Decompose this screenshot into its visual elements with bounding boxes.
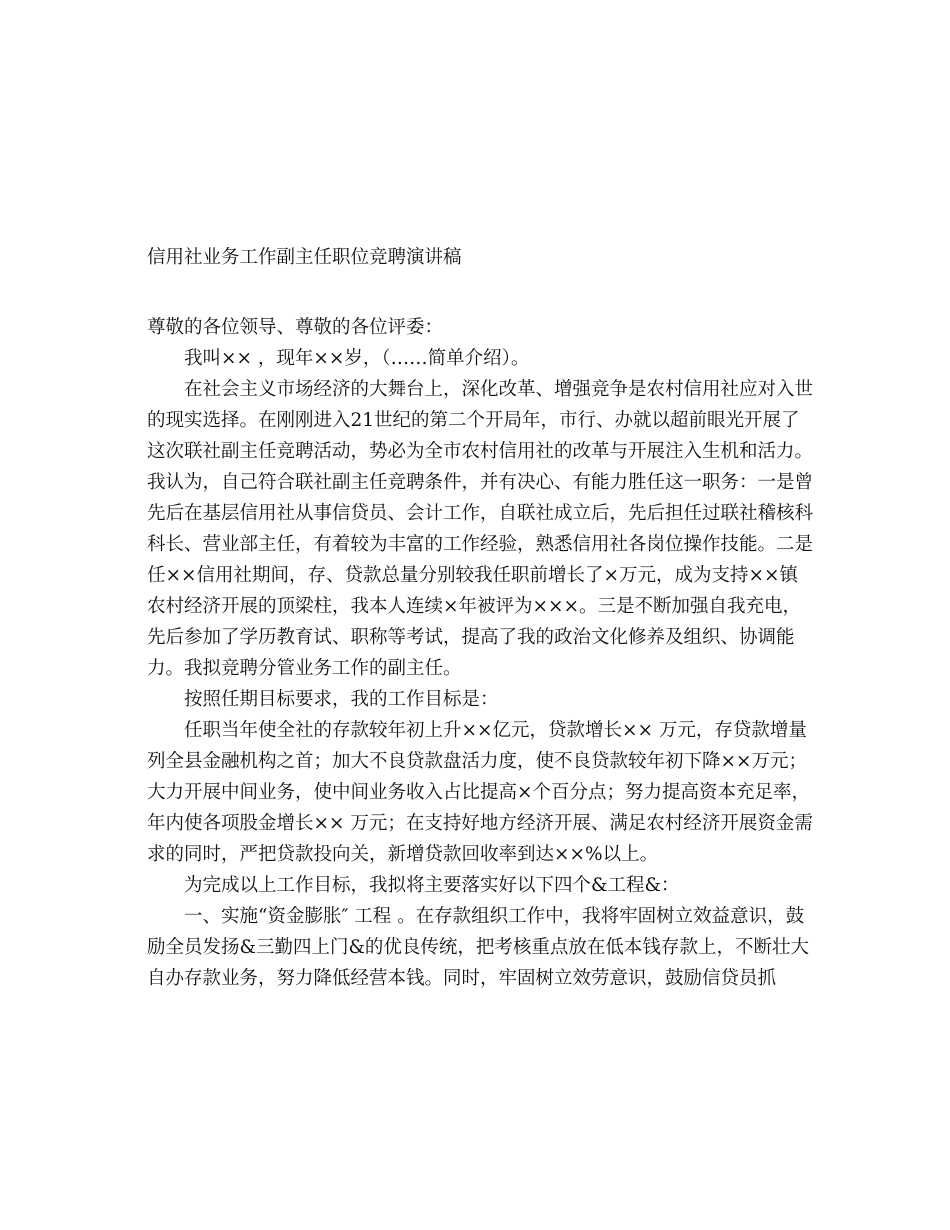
document-title: 信用社业务工作副主任职位竞聘演讲稿 [147,247,462,268]
paragraph-goals-heading: 按照任期目标要求，我的工作目标是： [184,689,499,710]
salutation: 尊敬的各位领导、尊敬的各位评委： [147,317,444,338]
paragraph-intro: 我叫×× ，现年××岁，（……简单介绍）。 [184,348,530,369]
paragraph-projects-intro: 为完成以上工作目标，我拟将主要落实好以下四个&工程&： [184,875,680,896]
paragraph-project-one: 一、实施“资金膨胀″ 工程 。在存款组织工作中，我将牢固树立效益意识，鼓励全员发扬&三勤四上门&的优良传统，把考核重点放在低本钱存款上，不断壮大自办存款业务，努力降低经营本钱。同时，牢固树立效劳意识，鼓励信贷员抓 [147,906,809,989]
paragraph-qualifications: 在社会主义市场经济的大舞台上，深化改革、增强竞争是农村信用社应对入世的现实选择。在刚刚进入21世纪的第二个开局年，市行、办就以超前眼光开展了这次联社副主任竞聘活动，势必为全市农村信用社的改革与开展注入生机和活力。我认为，自己符合联社副主任竞聘条件，并有决心、有能力胜任这一职务：一是曾先后在基层信用社从事信贷员、会计工作，自联社成立后，先后担任过联社稽核科科长、营业部主任，有着较为丰富的工作经验，熟悉信用社各岗位操作技能。二是任××信用社期间，存、贷款总量分别较我任职前增长了×万元，成为支持××镇农村经济开展的顶梁柱，我本人连续×年被评为×××。三是不断加强自我充电，先后参加了学历教育试、职称等考试，提高了我的政治文化修养及组织、协调能力。我拟竞聘分管业务工作的副主任。 [147,379,814,679]
document-body [147,312,813,994]
paragraph-goals: 任职当年使全社的存款较年初上升××亿元，贷款增长×× 万元，存贷款增量列全县金融机构之首；加大不良贷款盘活力度，使不良贷款较年初下降××万元；大力开展中间业务，使中间业务收入占比提高×个百分点；努力提高资本充足率，年内使各项股金增长×× 万元；在支持好地方经济开展、满足农村经济开展资金需求的同时，严把贷款投向关，新增贷款回收率到达××%以上。 [147,720,813,865]
